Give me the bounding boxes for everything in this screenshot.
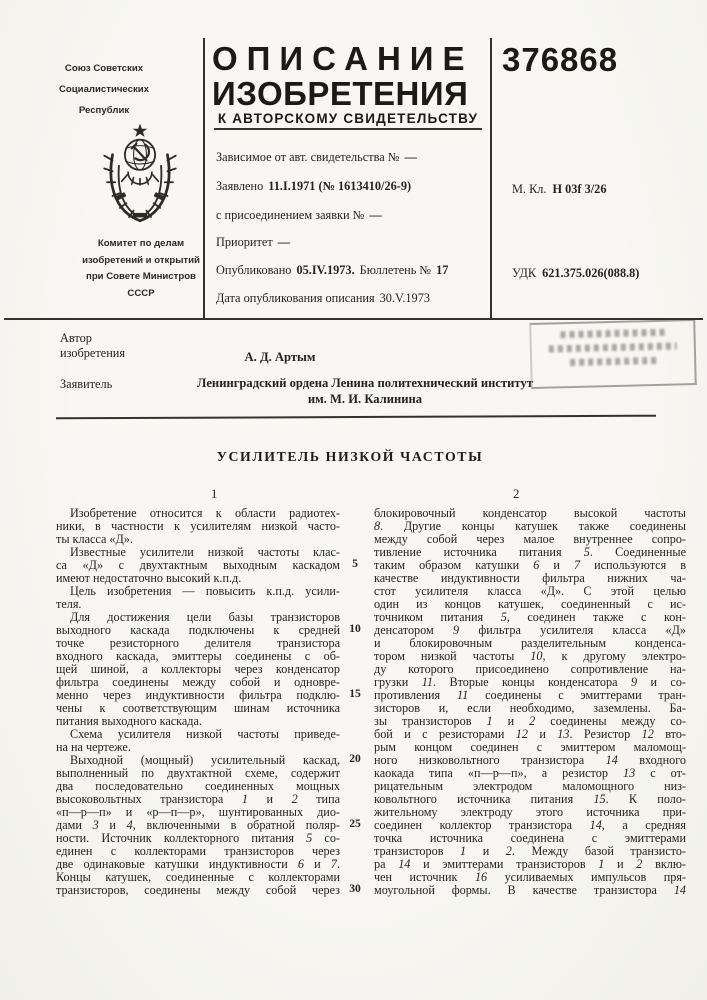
- body-line: два последовательно соединенных мощных: [56, 780, 340, 793]
- classification-udk: [512, 266, 702, 281]
- filed-label: Заявлено: [216, 179, 264, 193]
- body-line: щей шиной, а коллекторы через конденсатор: [56, 663, 340, 676]
- line-number: 30: [349, 882, 361, 895]
- doc-type-subtitle: К АВТОРСКОМУ СВИДЕТЕЛЬСТВУ: [217, 111, 479, 126]
- issuer-union: [28, 58, 180, 121]
- library-stamp: [529, 319, 697, 389]
- body-line: таким образом катушки 6 и 7 используются в: [374, 559, 686, 572]
- body-line: выполненный по двухтактной схеме, содержит: [56, 767, 340, 780]
- body-line: ду которого присоединено сопротивление на-: [374, 663, 686, 676]
- line-numbers-gutter: [344, 506, 366, 906]
- body-line: Цель изобретения — повысить к.п.д. усили-: [70, 585, 340, 598]
- body-line: зисторов и, если необходимо, заземлены. Ба-: [374, 702, 686, 715]
- body-line: Выходной (мощный) усилительный каскад,: [70, 754, 340, 767]
- column-number-1: 1: [211, 487, 218, 501]
- header-bottom-rule: [4, 318, 703, 320]
- body-line: точником питания 5, соединен также с кон-: [374, 611, 686, 624]
- applicant-name-line2: им. М. И. Калинина: [307, 392, 423, 406]
- joined-label: с присоединением заявки №: [216, 208, 365, 222]
- text-line: СССР: [127, 287, 155, 299]
- body-line: ного низковольтного транзистора 14 входного: [374, 754, 686, 767]
- body-line: и блокировочным разделительным конденса-: [374, 637, 686, 650]
- body-line: 8. Другие концы катушек также соединены: [374, 520, 686, 533]
- dependent-label: Зависимое от авт. свидетельства №: [216, 150, 400, 164]
- body-line: имеют недостаточно высокий к.п.д.: [56, 572, 242, 585]
- body-line: тивление источника питания 5. Соединенные: [374, 546, 686, 559]
- publication-number: 376868: [502, 41, 619, 78]
- body-line: тором низкой частоты 10, к другому электро-: [374, 650, 686, 663]
- subtitle-rule: [214, 128, 482, 130]
- body-line: ра 14 и эмиттерами транзисторов 1 и 2 вклю-: [374, 858, 686, 871]
- stamp-blurred-line: [560, 329, 664, 339]
- column-number-2: 2: [513, 487, 520, 501]
- body-line: са «Д» с двухтактным выходным каскадом: [56, 559, 340, 572]
- body-line: точка источника соединена с эмиттерами: [374, 832, 686, 845]
- author-name: А. Д. Артым: [244, 350, 316, 364]
- body-column-right: [374, 507, 686, 897]
- body-line: соединен коллектор транзистора 14, а средняя: [374, 819, 686, 832]
- filing-row-joined: [216, 208, 488, 223]
- body-line: высоковольтных транзистора 1 и 2 типа: [56, 793, 340, 806]
- line-number: 20: [349, 752, 361, 765]
- body-line: бой и с резисторами 12 и 13. Резистор 12 вто-: [374, 728, 686, 741]
- body-line: входного каскада, эмиттеры соединены с об-: [56, 650, 340, 663]
- body-line: жительному электроду этого источника при-: [374, 806, 686, 819]
- line-number: 25: [349, 817, 361, 830]
- priority-label: Приоритет: [216, 235, 273, 249]
- body-line: денсатором 9 фильтра усилителя класса «Д»: [374, 624, 686, 637]
- filing-row-filed: [216, 179, 488, 194]
- desc-date-value: 30.V.1973: [379, 291, 430, 305]
- filed-value: 11.I.1971 (№ 1613410/26-9): [268, 179, 412, 193]
- udk-label: УДК: [512, 266, 537, 280]
- line-number: 10: [349, 622, 361, 635]
- body-line: рицательным электродом маломощного низ-: [374, 780, 686, 793]
- body-line: ковольтного источника питания 15. К поло-: [374, 793, 686, 806]
- body-line: выходного каскада подключены к средней: [56, 624, 340, 637]
- body-line: Известные усилители низкой частоты клас-: [70, 546, 340, 559]
- ussr-state-emblem-icon: [94, 120, 186, 228]
- doc-type-title-line1: ОПИСАНИЕ: [212, 40, 474, 77]
- body-line: фильтра соединены между собой и одновре-: [56, 676, 340, 689]
- body-line: качестве индуктивности фильтра нижних ча-: [374, 572, 686, 585]
- priority-value: —: [277, 235, 290, 249]
- filing-row-published: [216, 263, 488, 278]
- body-line: две одинаковые катушки индуктивности 6 и 7.: [56, 858, 340, 871]
- body-line: ты класса «Д».: [56, 533, 133, 546]
- body-column-left: [56, 507, 340, 897]
- body-line: грузки 11. Вторые концы конденсатора 9 и со-: [374, 676, 686, 689]
- body-line: транзисторов, соединены между собой через: [56, 884, 340, 897]
- body-line: менно через индуктивности фильтра подклю-: [56, 689, 340, 702]
- classification-mkl: [512, 182, 702, 197]
- text-line: Республик: [78, 105, 130, 116]
- dependent-value: —: [404, 150, 417, 164]
- line-number: 5: [352, 557, 358, 570]
- body-line: ники, в частности к усилителям низкой часто-: [56, 520, 340, 533]
- mkl-value: H 03f 3/26: [552, 182, 607, 196]
- body-line: Для достижения цели базы транзисторов: [70, 611, 340, 624]
- text-line: изобретений и открытий: [82, 254, 200, 266]
- joined-value: —: [369, 208, 382, 222]
- text-line: при Совете Министров: [86, 271, 196, 282]
- body-line: транзисторов 1 и 2. Между базой транзисто-: [374, 845, 686, 858]
- published-label: Опубликовано: [216, 263, 292, 277]
- body-line: ности. Источник коллекторного питания 5 со-: [56, 832, 340, 845]
- line-number: 15: [349, 687, 361, 700]
- author-label: Автор изобретения: [60, 331, 126, 360]
- issuer-committee: [72, 236, 210, 302]
- applicant-name-line1: Ленинградский ордена Ленина политехнический институт: [197, 376, 533, 390]
- body-line: точке резисторного делителя транзистора: [56, 637, 340, 650]
- filing-row-desc-date: [216, 291, 488, 306]
- body-line: дами 3 и 4, включенными в обратной поляр-: [56, 819, 340, 832]
- body-line: Изобретение относится к области радиотех-: [70, 507, 340, 520]
- bulletin-value: 17: [436, 263, 449, 277]
- body-line: Концы катушек, соединенные с коллекторами: [56, 871, 340, 884]
- body-line: на на чертеже.: [56, 741, 131, 754]
- body-line: зы транзисторов 1 и 2 соединены между со-: [374, 715, 686, 728]
- body-line: рым концом соединен с эмиттером маломощ-: [374, 741, 686, 754]
- body-line: чен источник 16 усиливаемых импульсов пря-: [374, 871, 686, 884]
- stamp-blurred-line: [549, 342, 677, 352]
- text-line: Комитет по делам: [97, 238, 185, 249]
- applicant-label: Заявитель: [60, 377, 113, 391]
- body-line: противления 11 соединены с эмиттерами тран-: [374, 689, 686, 702]
- body-line: чены к соответствующим шинам источника: [56, 702, 340, 715]
- published-value: 05.IV.1973.: [296, 263, 355, 277]
- mkl-label: М. Кл.: [512, 182, 547, 196]
- body-line: питания выходного каскада.: [56, 715, 202, 728]
- body-line: между собой через малое внутреннее сопро-: [374, 533, 686, 546]
- filing-row-dependent: [216, 150, 488, 165]
- body-line: единен с коллекторами транзисторов через: [56, 845, 340, 858]
- section-divider: [56, 415, 656, 419]
- udk-value: 621.375.026(088.8): [542, 266, 640, 280]
- text-line: Социалистических: [59, 84, 149, 95]
- body-line: стот усилителя класса «Д». С этой целью: [374, 585, 686, 598]
- body-line: Схема усилителя низкой частоты приведе-: [70, 728, 340, 741]
- filing-row-priority: [216, 235, 488, 250]
- doc-type-title-line2: ИЗОБРЕТЕНИЯ: [212, 75, 469, 112]
- body-line: каокада типа «п—р—п», а резистор 13 с от-: [374, 767, 686, 780]
- desc-date-label: Дата опубликования описания: [216, 291, 375, 305]
- body-line: моугольной формы. В качестве транзистора 14: [374, 884, 686, 897]
- body-line: теля.: [56, 598, 82, 611]
- invention-title: УСИЛИТЕЛЬ НИЗКОЙ ЧАСТОТЫ: [216, 449, 484, 464]
- bulletin-label: Бюллетень №: [359, 263, 432, 277]
- body-line: «п—р—п» и «р—п—р», шунтированных дио-: [56, 806, 340, 819]
- text-line: Союз Советских: [64, 63, 144, 74]
- stamp-blurred-line: [570, 357, 656, 366]
- body-line: блокировочный конденсатор высокой частоты: [374, 507, 686, 520]
- body-line: один из концов катушек, соединенный с ис-: [374, 598, 686, 611]
